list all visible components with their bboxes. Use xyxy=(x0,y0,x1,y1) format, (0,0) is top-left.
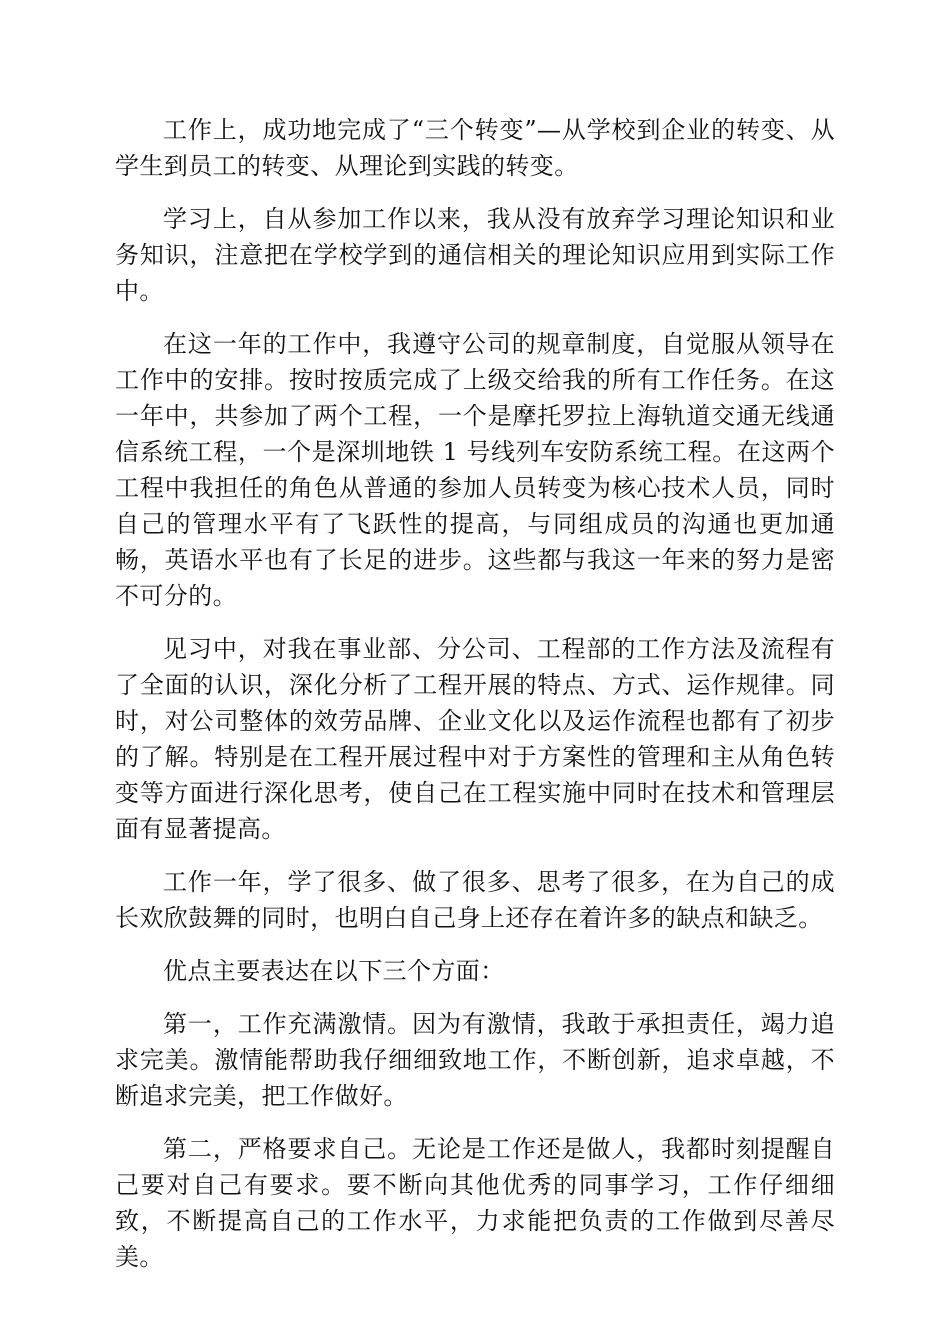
paragraph-internship: 见习中，对我在事业部、分公司、工程部的工作方法及流程有了全面的认识，深化分析了工程开展的特点、方式、运作规律。同时，对公司整体的效劳品牌、企业文化以及运作流程也都有了初步的了解。特别是在工程开展过程中对于方案性的管理和主从角色转变等方面进行深化思考，使自己在工程实施中同时在技术和管理层面有显著提高。 xyxy=(115,635,835,843)
paragraph-strengths-intro: 优点主要表达在以下三个方面： xyxy=(163,957,505,985)
paragraph-reflection: 工作一年，学了很多、做了很多、思考了很多，在为自己的成长欢欣鼓舞的同时，也明白自己身上还存在着许多的缺点和缺乏。 xyxy=(115,868,835,932)
paragraph-work-transitions: 工作上，成功地完成了“三个转变”—从学校到企业的转变、从学生到员工的转变、从理论到实践的转变。 xyxy=(115,116,835,180)
paragraph-strength-discipline: 第二，严格要求自己。无论是工作还是做人，我都时刻提醒自己要对自己有要求。要不断向其他优秀的同事学习，工作仔细细致，不断提高自己的工作水平，力求能把负责的工作做到尽善尽美。 xyxy=(115,1135,835,1271)
document-page xyxy=(115,112,835,1292)
paragraph-study: 学习上，自从参加工作以来，我从没有放弃学习理论知识和业务知识，注意把在学校学到的通信相关的理论知识应用到实际工作中。 xyxy=(115,205,835,305)
paragraph-strength-passion: 第一，工作充满激情。因为有激情，我敢于承担责任，竭力追求完美。激情能帮助我仔细细致地工作，不断创新，追求卓越，不断追求完美，把工作做好。 xyxy=(115,1010,835,1110)
paragraph-year-projects: 在这一年的工作中，我遵守公司的规章制度，自觉服从领导在工作中的安排。按时按质完成了上级交给我的所有工作任务。在这一年中，共参加了两个工程，一个是摩托罗拉上海轨道交通无线通信系统工程，一个是深圳地铁 1 号线列车安防系统工程。在这两个工程中我担任的角色从普通的参加人员转变为核心技术人员，同时自己的管理水平有了飞跃性的提高，与同组成员的沟通也更加通畅，英语水平也有了长足的进步。这些都与我这一年来的努力是密不可分的。 xyxy=(115,330,835,610)
